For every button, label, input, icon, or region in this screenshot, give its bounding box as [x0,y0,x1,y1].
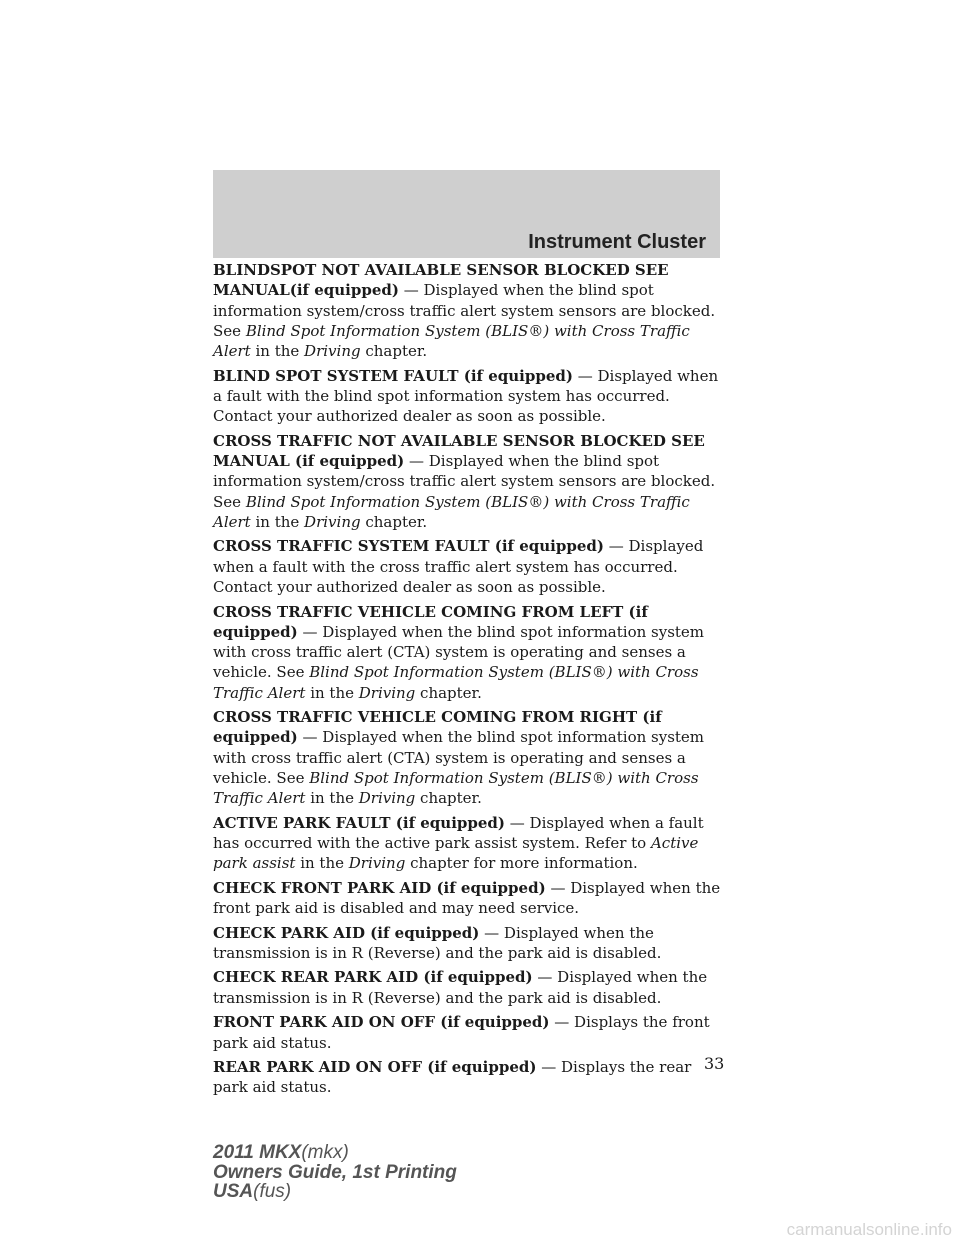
message-term: CHECK PARK AID (if equipped) [213,923,480,942]
message-term: CROSS TRAFFIC NOT AVAILABLE SENSOR BLOCKED SEE MANUAL (if equipped) [213,431,705,471]
watermark: carmanualsonline.info [786,1220,952,1239]
message-description: — Displays the rear park aid status. [213,1058,692,1097]
message-entry [213,1012,723,1053]
cross-reference: Blind Spot Information System (BLIS®) with Cross Traffic Alert [213,321,690,361]
chapter-reference: Driving [304,512,361,531]
message-description: — Displayed when a fault with the blind spot information system has occurred. Contact your authorized dealer as soon as possible. [213,366,719,426]
message-entry [213,431,723,532]
message-description: — Displayed when the transmission is in R (Reverse) and the park aid is disabled. [213,968,708,1007]
message-description: in the [250,512,305,531]
chapter-reference: Driving [304,342,361,361]
message-description: chapter for more information. [405,854,638,873]
section-title: Instrument Cluster [528,231,706,253]
message-description: — Displayed when the transmission is in R (Reverse) and the park aid is disabled. [213,923,662,962]
message-description: — Displayed when the blind spot information system with cross traffic alert (CTA) system is operating and senses a vehicle. See [213,728,705,788]
page-number: 33 [704,1054,725,1073]
cross-reference: Blind Spot Information System (BLIS®) with Cross Traffic Alert [213,769,699,808]
cross-reference: Active park assist [213,834,699,873]
message-description: — Displayed when a fault has occurred with the active park assist system. Refer to [213,813,704,853]
message-term: CHECK REAR PARK AID (if equipped) [213,968,533,987]
section-header-band [213,170,720,258]
message-description: in the [250,342,305,361]
message-entry [213,602,723,703]
message-list [213,260,723,1102]
print-footer [213,1143,457,1202]
footer-model: 2011 MKX [213,1142,302,1163]
footer-market-code: (fus) [253,1181,292,1202]
cross-reference: Blind Spot Information System (BLIS®) with Cross Traffic Alert [213,663,699,702]
message-description: in the [295,854,349,873]
message-entry [213,1057,723,1098]
message-description: chapter. [360,342,428,361]
message-description: in the [305,789,359,808]
message-description: chapter. [360,512,428,531]
chapter-reference: Driving [358,789,416,808]
message-entry [213,536,723,597]
chapter-reference: Driving [348,854,406,873]
message-term: CROSS TRAFFIC VEHICLE COMING FROM RIGHT (if equipped) [213,708,662,747]
footer-model-code: (mkx) [301,1142,349,1163]
message-description: chapter. [415,789,482,808]
footer-guide: Owners Guide, 1st Printing [213,1161,457,1183]
message-entry [213,366,723,427]
message-description: — Displayed when the blind spot information system/cross traffic alert system sensors are blocked. See [213,452,716,511]
chapter-reference: Driving [358,683,416,702]
message-entry [213,967,723,1008]
message-entry [213,813,723,874]
message-entry [213,923,723,964]
message-description: chapter. [415,683,482,702]
message-term: CROSS TRAFFIC SYSTEM FAULT (if equipped) [213,537,604,556]
message-description: — Displayed when a fault with the cross traffic alert system has occurred. Contact your authorized dealer as soon as possible. [213,537,704,597]
message-entry [213,260,723,361]
message-entry [213,878,723,919]
message-description: — Displayed when the blind spot information system/cross traffic alert system sensors are blocked. See [213,281,716,340]
message-term: FRONT PARK AID ON OFF (if equipped) [213,1013,550,1032]
footer-market: USA [213,1181,254,1202]
message-description: in the [305,683,359,702]
message-description: — Displayed when the blind spot information system with cross traffic alert (CTA) system is operating and senses a vehicle. See [213,622,705,682]
message-term: CHECK FRONT PARK AID (if equipped) [213,878,546,897]
message-term: ACTIVE PARK FAULT (if equipped) [213,813,506,832]
cross-reference: Blind Spot Information System (BLIS®) with Cross Traffic Alert [213,492,690,531]
message-term: REAR PARK AID ON OFF (if equipped) [213,1058,537,1077]
message-term: CROSS TRAFFIC VEHICLE COMING FROM LEFT (if equipped) [213,602,648,641]
message-description: — Displays the front park aid status. [213,1013,710,1052]
message-entry [213,707,723,808]
message-term: BLIND SPOT SYSTEM FAULT (if equipped) [213,366,573,385]
message-term: BLINDSPOT NOT AVAILABLE SENSOR BLOCKED SEE MANUAL(if equipped) [213,261,669,300]
message-description: — Displayed when the front park aid is disabled and may need service. [213,878,721,918]
